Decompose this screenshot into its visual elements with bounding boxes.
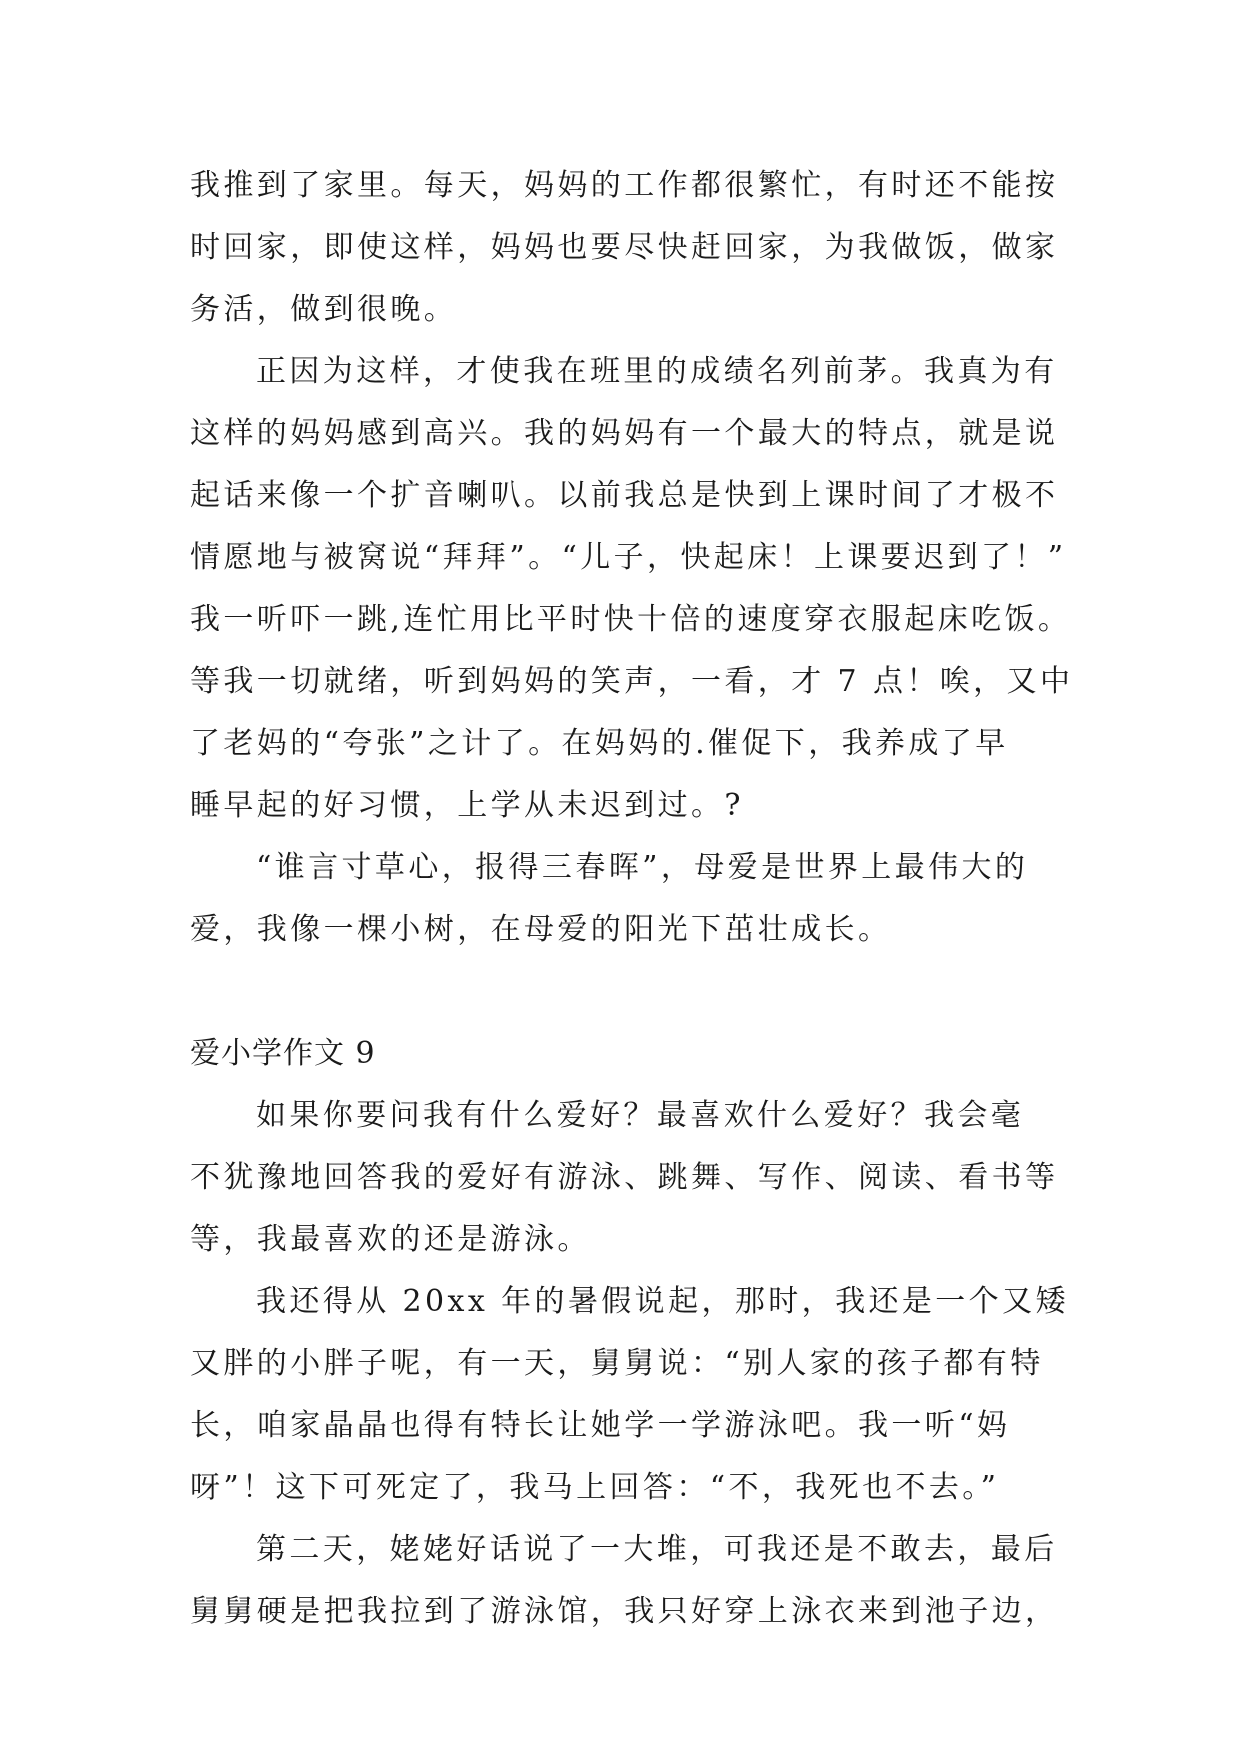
text-line: 又胖的小胖子呢，有一天，舅舅说：“别人家的孩子都有特 [190,1346,1044,1381]
text-line: 等我一切就绪，听到妈妈的笑声，一看，才 7 点！唉，又中 [190,664,1074,699]
text-line: 我一听吓一跳,连忙用比平时快十倍的速度穿衣服起床吃饭。 [190,602,1072,637]
text-line: 时回家，即使这样，妈妈也要尽快赶回家，为我做饭，做家 [190,230,1059,265]
text-line: 起话来像一个扩音喇叭。以前我总是快到上课时间了才极不 [190,478,1059,513]
paragraph [190,341,1074,837]
text-line: 情愿地与被窝说“拜拜”。“儿子，快起床！上课要迟到了！” [190,540,1067,575]
text-line: 爱，我像一棵小树，在母爱的阳光下茁壮成长。 [190,912,892,947]
text-line: 长，咱家晶晶也得有特长让她学一学游泳吧。我一听“妈 [190,1408,1011,1443]
text-line: 第二天，姥姥好话说了一大堆，可我还是不敢去，最后 [256,1532,1058,1567]
paragraph [190,155,1059,341]
text-line: 这样的妈妈感到高兴。我的妈妈有一个最大的特点，就是说 [190,416,1059,451]
text-line: 正因为这样，才使我在班里的成绩名列前茅。我真为有 [256,354,1058,389]
paragraph [190,1271,1069,1519]
text-line: 呀”！这下可死定了，我马上回答：“不，我死也不去。” [190,1470,1000,1505]
text-line: 我推到了家里。每天，妈妈的工作都很繁忙，有时还不能按 [190,168,1059,203]
paragraph [190,1085,1059,1271]
section-gap [190,961,1050,1023]
document-page [190,155,1074,1643]
paragraph [190,1519,1059,1643]
text-line: 务活，做到很晚。 [190,292,458,327]
text-line: 等，我最喜欢的还是游泳。 [190,1222,591,1257]
text-line: 睡早起的好习惯，上学从未迟到过。? [190,788,744,823]
text-line: 不犹豫地回答我的爱好有游泳、跳舞、写作、阅读、看书等 [190,1160,1059,1195]
text-line: 如果你要问我有什么爱好？最喜欢什么爱好？我会毫 [256,1098,1025,1133]
section-heading: 爱小学作文 9 [190,1036,376,1071]
paragraph [190,837,1050,961]
text-line: 我还得从 20xx 年的暑假说起，那时，我还是一个又矮 [256,1284,1069,1319]
text-line: 了老妈的“夸张”之计了。在妈妈的.催促下，我养成了早 [190,726,1009,761]
text-line: 舅舅硬是把我拉到了游泳馆，我只好穿上泳衣来到池子边， [190,1594,1059,1629]
text-line: “谁言寸草心，报得三春晖”，母爱是世界上最伟大的 [256,850,1029,885]
